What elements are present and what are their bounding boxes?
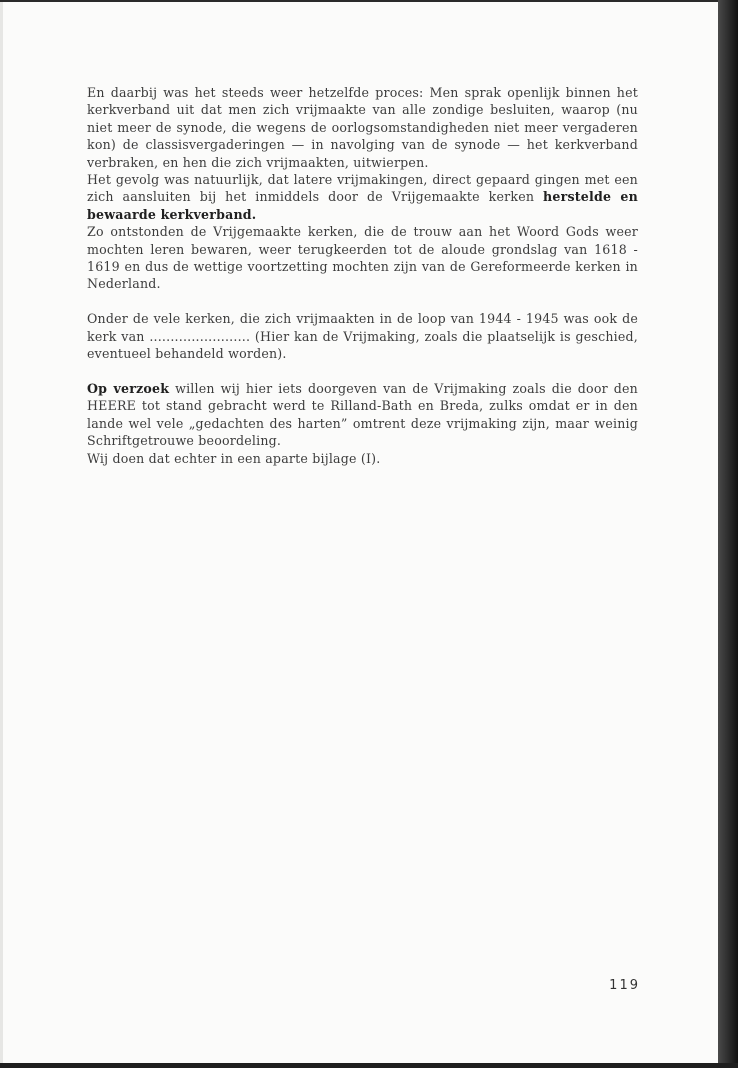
paragraph-5-bold: Op verzoek: [87, 380, 170, 396]
top-scan-edge: [0, 0, 738, 2]
paragraph-2-bold: herstelde en bewaarde kerkverband.: [87, 189, 638, 222]
right-scan-edge: [718, 0, 738, 1068]
paragraph-6: Wij doen dat echter in een aparte bijlage (I).: [87, 450, 381, 466]
paragraph-2: [87, 171, 638, 223]
paragraph-3: Zo ontstonden de Vrijgemaakte kerken, die de trouw aan het Woord Gods weer mochten leren bewaren, weer terugkeerden tot de aloude grondslag van 1618 - 1619 en dus de wettige voortzetting mochten zijn van de Gereformeerde kerken in Nederland.: [87, 224, 638, 292]
bottom-scan-edge: [0, 1063, 738, 1068]
paragraph-4: Onder de vele kerken, die zich vrijmaakten in de loop van 1944 - 1945 was ook de kerk van ........................ (Hier kan de Vrijmaking, zoals die plaatselijk is geschied, eventueel behandeld worden).: [87, 311, 638, 362]
paragraph-5-text: willen wij hier iets doorgeven van de Vrijmaking zoals die door den HEERE tot stand gebracht werd te Rilland-Bath en Breda, zulks omdat er in den lande wel vele „gedachten des harten” omtrent deze vrijmaking zijn, maar weinig Schriftgetrouwe beoordeling.: [87, 380, 638, 449]
paragraph-1: En daarbij was het steeds weer hetzelfde proces: Men sprak openlijk binnen het kerkverband uit dat men zich vrijmaakte van alle zondige besluiten, waarop (nu niet meer de synode, die wegens de oorlogsomstandigheden niet meer vergaderen kon) de classisvergaderingen — in navolging van de synode — het kerkverband verbraken, en hen die zich vrijmaakten, uitwierpen.: [87, 85, 638, 170]
paragraph-spacer: [87, 362, 638, 379]
document-body: [87, 84, 638, 467]
left-scan-edge: [0, 0, 3, 1068]
paragraph-spacer: [87, 293, 638, 310]
paragraph-2-text: Het gevolg was natuurlijk, dat latere vrijmakingen, direct gepaard gingen met een zich aansluiten bij het inmiddels door de Vrijgemaakte kerken: [87, 172, 638, 205]
paragraph-5: [87, 380, 638, 450]
page-number: 119: [609, 978, 640, 993]
